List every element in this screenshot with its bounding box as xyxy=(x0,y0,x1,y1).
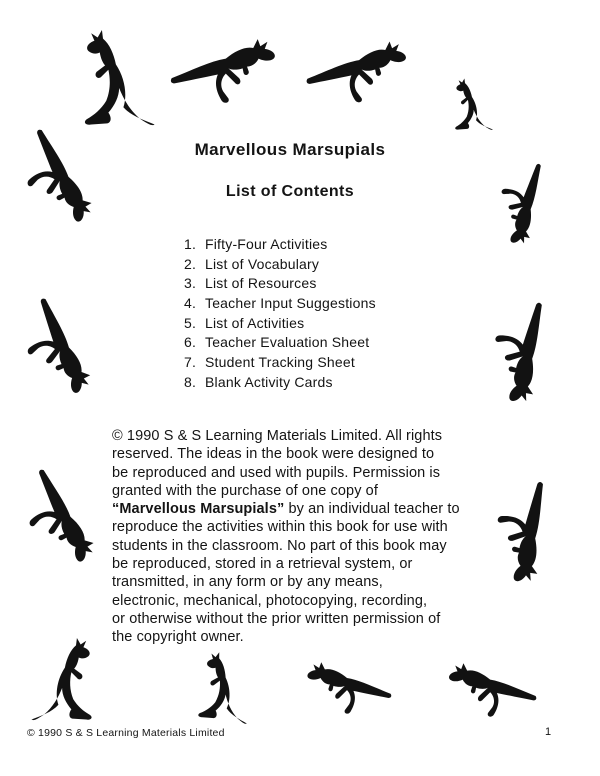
toc-item-label: Student Tracking Sheet xyxy=(205,354,355,371)
copyright-line: reproduce the activities within this book for use with xyxy=(112,519,448,536)
kangaroo-top-left-icon xyxy=(44,30,162,132)
copyright-line: granted with the purchase of one copy of xyxy=(112,482,378,499)
toc-item-number: 2. xyxy=(184,255,197,272)
toc-item-number: 8. xyxy=(184,373,197,390)
kangaroo-top-center-icon xyxy=(170,36,294,106)
copyright-line: be reproduced, stored in a retrieval system, or xyxy=(112,556,413,573)
kangaroo-bottom-leaping-2-icon xyxy=(427,661,543,719)
page-title: Marvellous Marsupials xyxy=(194,140,386,159)
toc-item-number: 3. xyxy=(184,275,197,292)
toc-item-1 xyxy=(184,236,464,256)
copyright-line: students in the classroom. No part of this book may xyxy=(112,537,447,554)
toc-item-6 xyxy=(184,334,464,354)
copyright-line: transmitted, in any form or by any means, xyxy=(112,574,383,591)
copyright-line-rest: by an individual teacher to xyxy=(284,501,460,518)
toc-item-label: List of Vocabulary xyxy=(205,255,320,272)
kangaroo-left-diver-2-icon xyxy=(20,293,97,415)
copyright-line: or otherwise without the prior written permission of xyxy=(112,610,441,627)
toc-item-number: 1. xyxy=(184,236,197,252)
copyright-line-bold-title xyxy=(112,500,484,518)
kangaroo-bottom-sitting-icon xyxy=(159,645,270,730)
footer-copyright: © 1990 S & S Learning Materials Limited xyxy=(27,727,225,739)
contents-list xyxy=(184,236,464,394)
toc-item-5 xyxy=(184,315,464,335)
toc-item-3 xyxy=(184,275,464,295)
toc-item-4 xyxy=(184,295,464,315)
page-number: 1 xyxy=(545,726,552,738)
toc-item-8 xyxy=(184,374,464,394)
copyright-line: electronic, mechanical, photocopying, recording, xyxy=(112,592,428,609)
kangaroo-bottom-leaping-1-icon xyxy=(292,658,392,718)
toc-item-number: 7. xyxy=(184,354,197,371)
kangaroo-left-diver-1-icon xyxy=(16,122,100,248)
copyright-line: the copyright owner. xyxy=(112,629,244,646)
toc-item-number: 6. xyxy=(184,334,197,351)
toc-item-number: 5. xyxy=(184,314,197,331)
toc-item-label: List of Activities xyxy=(205,314,305,331)
toc-item-label: Fifty-Four Activities xyxy=(205,236,328,252)
book-title-bold: “Marvellous Marsupials” xyxy=(112,501,285,518)
kangaroo-right-diver-1-icon xyxy=(471,153,569,263)
kangaroo-bottom-left-icon xyxy=(28,638,124,726)
toc-item-label: List of Resources xyxy=(205,275,317,292)
page-subtitle: List of Contents xyxy=(225,183,355,200)
copyright-line: reserved. The ideas in the book were designed to xyxy=(112,446,435,463)
copyright-line: © 1990 S & S Learning Materials Limited. All rights xyxy=(112,428,443,444)
toc-item-label: Blank Activity Cards xyxy=(205,373,333,390)
copyright-line: be reproduced and used with pupils. Permission is xyxy=(112,464,441,481)
kangaroo-left-diver-3-icon xyxy=(18,462,102,588)
kangaroo-corner-wallaby-icon xyxy=(436,62,494,150)
toc-item-label: Teacher Evaluation Sheet xyxy=(205,334,370,351)
toc-item-7 xyxy=(184,354,464,374)
toc-item-label: Teacher Input Suggestions xyxy=(205,295,376,312)
kangaroo-right-diver-2-icon xyxy=(461,290,577,425)
copyright-paragraph xyxy=(112,427,484,647)
kangaroo-top-right-icon xyxy=(305,39,425,105)
toc-item-number: 4. xyxy=(184,295,197,312)
toc-item-2 xyxy=(184,256,464,276)
